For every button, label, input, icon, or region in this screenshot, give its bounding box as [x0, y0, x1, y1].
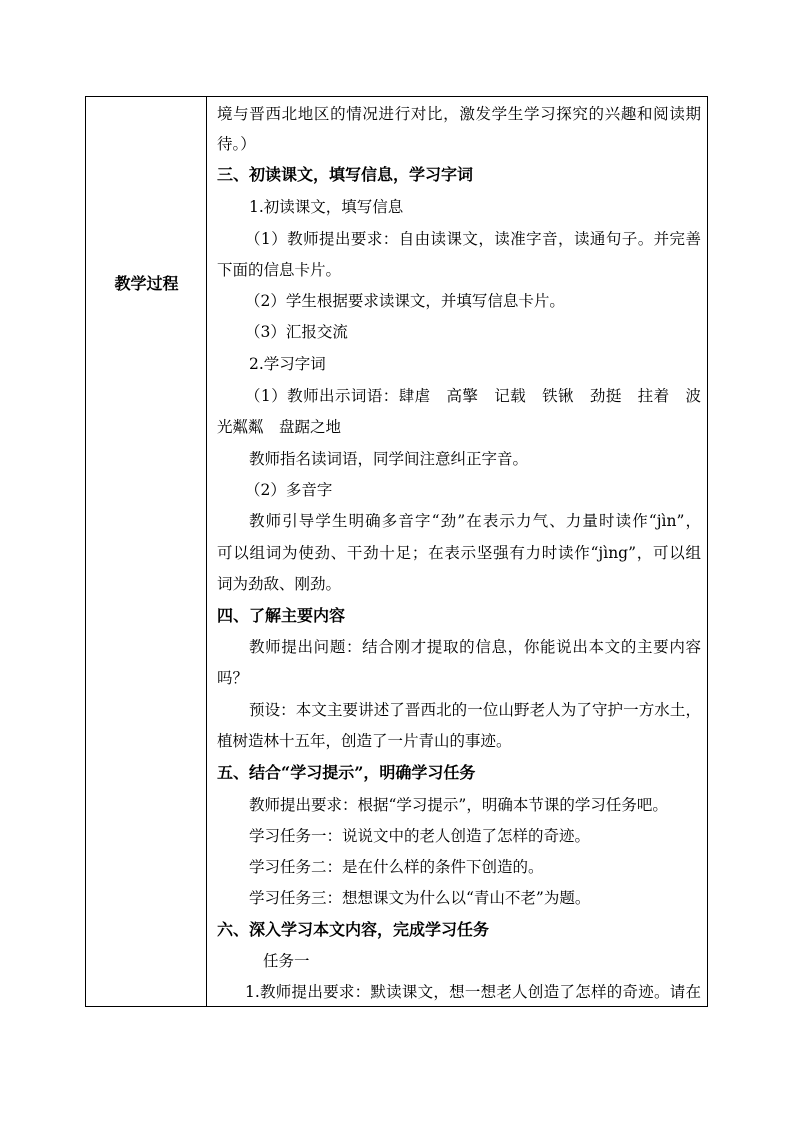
text-line: 教师提出要求：根据“学习提示”，明确本节课的学习任务吧。: [249, 796, 668, 814]
text-line: 学习任务二：是在什么样的条件下创造的。: [249, 858, 544, 876]
text-line: 教师引导学生明确多音字“劲”在表示力气、力量时读作“jìn”，: [249, 512, 701, 530]
text-line: 词为劲敌、刚劲。: [217, 575, 342, 593]
lesson-table: [85, 96, 708, 1007]
text-line: 植树造林十五年，创造了一片青山的事迹。: [217, 732, 512, 750]
text-line: 待。）: [217, 135, 256, 153]
content-cell: [207, 97, 707, 1006]
text-line: 下面的信息卡片。: [217, 261, 342, 279]
text-line: 学习任务三：想想课文为什么以“青山不老”为题。: [249, 889, 591, 907]
text-line: 2.学习字词: [249, 355, 326, 373]
text-line: （3）汇报交流: [245, 323, 348, 341]
text-line: 任务一: [263, 952, 310, 970]
text-line: 预设：本文主要讲述了晋西北的一位山野老人为了守护一方水土，: [249, 701, 701, 719]
text-line: 学习任务一：说说文中的老人创造了怎样的奇迹。: [249, 827, 591, 845]
text-line: （2）多音字: [245, 481, 333, 499]
text-line: 可以组词为使劲、干劲十足；在表示坚强有力时读作“jìng”，可以组: [217, 544, 701, 562]
text-line: 1.教师提出要求：默读课文，想一想老人创造了怎样的奇迹。请在: [245, 983, 701, 1001]
section-label-cell: [86, 97, 207, 1006]
text-line: 教师提出问题：结合刚才提取的信息，你能说出本文的主要内容: [249, 638, 701, 656]
text-line: 教师指名读词语，同学间注意纠正字音。: [249, 450, 529, 468]
text-line: （1）教师出示词语：肆虐 高擎 记载 铁锹 劲挺 拄着 波: [245, 387, 701, 405]
section-heading: 五、结合“学习提示”，明确学习任务: [217, 763, 476, 782]
section-label: 教学过程: [114, 274, 179, 293]
text-line: 吗？: [217, 669, 249, 687]
section-heading: 三、初读课文，填写信息，学习字词: [217, 165, 474, 184]
text-line: 光粼粼 盘踞之地: [217, 418, 342, 436]
text-line: 1.初读课文，填写信息: [249, 198, 404, 216]
text-line: （1）教师提出要求：自由读课文，读准字音，读通句子。并完善: [245, 230, 701, 248]
section-heading: 四、了解主要内容: [217, 606, 346, 625]
text-line: 境与晋西北地区的情况进行对比，激发学生学习探究的兴趣和阅读期: [217, 105, 701, 123]
section-heading: 六、深入学习本文内容，完成学习任务: [217, 920, 490, 939]
text-line: （2）学生根据要求读课文，并填写信息卡片。: [245, 292, 565, 310]
